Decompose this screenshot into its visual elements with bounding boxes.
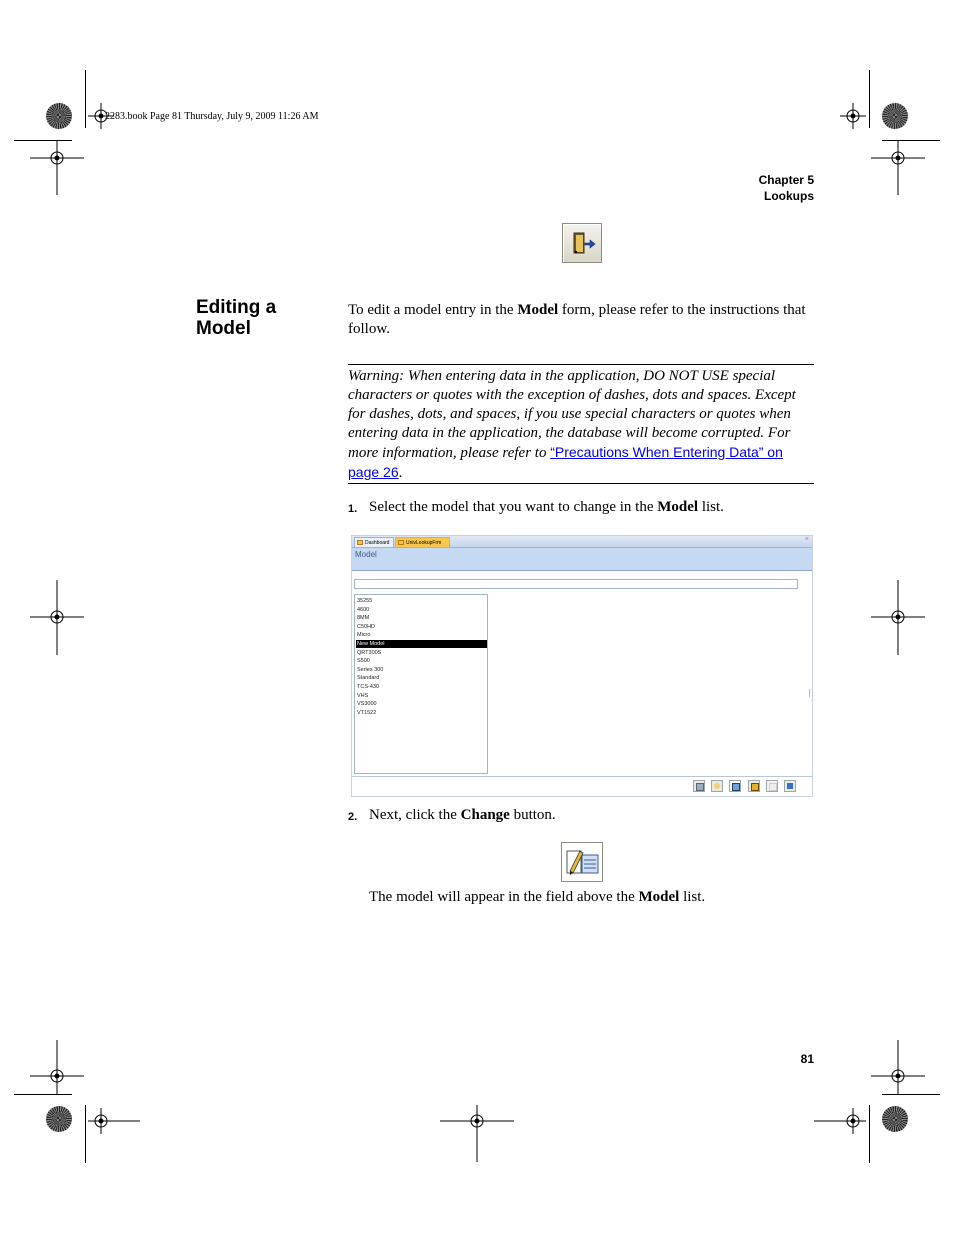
step-number: 2. <box>348 811 358 823</box>
result-text <box>369 888 814 907</box>
crosshair-icon <box>814 1108 866 1134</box>
tab-univlookupfrm[interactable] <box>395 537 450 547</box>
form-header <box>352 548 812 571</box>
exit-door-icon <box>562 223 602 263</box>
list-item[interactable]: Micro <box>357 632 371 639</box>
section-heading: Editing a Model <box>196 297 277 339</box>
change-button[interactable] <box>729 780 741 792</box>
step-bold: Model <box>657 499 699 515</box>
crosshair-icon <box>440 1105 514 1162</box>
list-item[interactable]: VS3000 <box>357 701 377 708</box>
list-item[interactable]: New Model <box>356 640 487 648</box>
form-title: Model <box>355 550 377 559</box>
scroll-marker <box>809 689 810 697</box>
registration-rosette-icon <box>882 103 908 129</box>
form-toolbar <box>352 776 812 796</box>
list-item[interactable]: Standard <box>357 675 380 682</box>
running-header <box>759 172 814 204</box>
result-bold: Model <box>638 889 680 905</box>
crop-line <box>14 1094 72 1095</box>
crosshair-icon <box>871 140 925 195</box>
step-text: Next, click the <box>369 807 461 823</box>
crosshair-icon <box>871 1040 925 1094</box>
warning-rule-top <box>348 364 814 365</box>
list-item[interactable]: S500 <box>357 658 370 665</box>
list-item[interactable]: VT1522 <box>357 709 377 716</box>
add-record-button[interactable] <box>693 780 705 792</box>
crop-line <box>882 140 940 141</box>
application-screenshot <box>351 535 813 797</box>
crosshair-icon <box>88 1108 140 1134</box>
form-icon <box>357 540 363 545</box>
crop-line <box>14 140 72 141</box>
crosshair-icon <box>30 140 84 195</box>
crop-line <box>85 1105 86 1163</box>
step-text-end: list. <box>698 499 724 515</box>
delete-button[interactable] <box>748 780 760 792</box>
list-item[interactable]: TCS-430 <box>357 684 380 690</box>
step-number: 1. <box>348 503 358 515</box>
crop-line <box>869 70 870 128</box>
list-item[interactable]: 4600 <box>357 606 370 613</box>
change-edit-icon <box>561 842 603 882</box>
crop-line <box>882 1094 940 1095</box>
result-post: list. <box>679 889 706 905</box>
tab-dashboard[interactable] <box>354 537 394 547</box>
registration-rosette-icon <box>46 1106 72 1132</box>
registration-rosette-icon <box>882 1106 908 1132</box>
intro-text: To edit a model entry in the <box>348 302 518 318</box>
step-2-text <box>369 806 814 825</box>
result-pre: The model will appear in the field above the <box>369 889 639 905</box>
crosshair-icon <box>30 580 84 655</box>
warning-end: . <box>398 465 403 481</box>
crop-line <box>869 1105 870 1163</box>
intro-paragraph <box>348 301 814 339</box>
close-icon[interactable]: × <box>804 536 809 543</box>
form-icon <box>398 540 404 545</box>
section-label: Lookups <box>764 189 814 203</box>
step-text: Select the model that you want to change in the <box>369 499 658 515</box>
warning-text: Warning: When entering data in the application, DO NOT USE special characters or quotes with the exception of dashes, dots and spaces. Except for dashes, dots, and spaces, if you use special characters or quotes when entering data in the application, the database will become corrupted. For more information, please refer to <box>348 368 796 461</box>
crosshair-icon <box>30 1040 84 1094</box>
crosshair-icon <box>871 580 925 655</box>
tab-label: Dashboard <box>365 540 390 546</box>
crop-line <box>85 70 86 128</box>
document-tab-bar <box>352 536 812 548</box>
search-button[interactable] <box>711 780 723 792</box>
model-entry-field[interactable] <box>354 579 798 589</box>
precautions-link[interactable]: “Precautions When Entering Data” on page 26 <box>348 444 783 480</box>
chapter-label: Chapter 5 <box>758 173 814 187</box>
step-text-end: button. <box>509 807 556 823</box>
list-item[interactable]: C50HD <box>357 623 376 630</box>
list-item[interactable]: 8MM <box>357 615 370 622</box>
list-item[interactable]: 35255 <box>357 598 373 604</box>
exit-button[interactable] <box>784 780 796 792</box>
step-1-text <box>369 498 814 517</box>
list-item[interactable]: VHS <box>357 692 369 699</box>
undo-button[interactable] <box>766 780 778 792</box>
model-list[interactable] <box>354 594 488 774</box>
tab-label: UnivLookupFrm <box>406 540 442 546</box>
intro-text-end: form, please refer to the instructions that follow. <box>348 302 806 337</box>
list-item[interactable]: Series 300 <box>357 666 384 673</box>
crosshair-icon <box>840 103 866 129</box>
warning-rule-bottom <box>348 483 814 484</box>
warning-note <box>348 367 814 483</box>
intro-bold: Model <box>517 302 559 318</box>
step-bold: Change <box>460 807 510 823</box>
print-info: 2283.book Page 81 Thursday, July 9, 2009 11:26 AM <box>105 111 319 122</box>
list-item[interactable]: QRT300S <box>357 649 382 656</box>
registration-rosette-icon <box>46 103 72 129</box>
page-number: 81 <box>800 1052 814 1066</box>
